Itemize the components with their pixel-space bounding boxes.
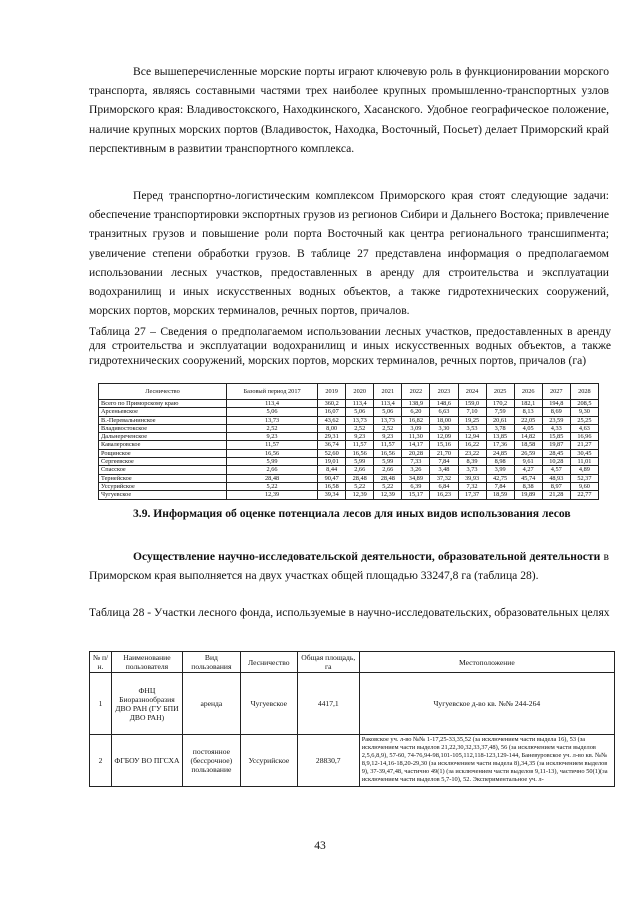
table-row bbox=[99, 416, 599, 424]
table-cell: 12,94 bbox=[458, 433, 486, 441]
table-cell: 21,27 bbox=[570, 441, 598, 449]
table-cell: ФГБОУ ВО ПГСХА bbox=[111, 735, 182, 787]
table-cell: 20,61 bbox=[486, 416, 514, 424]
header-cell: 2022 bbox=[402, 384, 430, 400]
table-cell: 3,26 bbox=[402, 466, 430, 474]
table-cell: 39,34 bbox=[318, 491, 346, 499]
header-cell: 2027 bbox=[542, 384, 570, 400]
table-cell: 18,58 bbox=[514, 441, 542, 449]
table-row bbox=[99, 424, 599, 432]
table-cell: 2,66 bbox=[346, 466, 374, 474]
table-cell: 148,6 bbox=[430, 400, 458, 408]
table-cell: 45,74 bbox=[514, 474, 542, 482]
table-cell: 11,01 bbox=[570, 458, 598, 466]
table-cell: 2,52 bbox=[346, 424, 374, 432]
table-cell: 194,8 bbox=[542, 400, 570, 408]
table-cell: 16,56 bbox=[374, 449, 402, 457]
table-cell: 17,37 bbox=[458, 491, 486, 499]
table-cell: 2,66 bbox=[227, 466, 318, 474]
table-cell: 9,30 bbox=[570, 408, 598, 416]
table-cell: 4,33 bbox=[542, 424, 570, 432]
table-cell: 16,23 bbox=[430, 491, 458, 499]
table-cell: 4417,1 bbox=[297, 673, 359, 735]
table-cell: 24,85 bbox=[486, 449, 514, 457]
table-cell: 14,82 bbox=[514, 433, 542, 441]
header-cell: 2028 bbox=[570, 384, 598, 400]
table-cell: 11,57 bbox=[374, 441, 402, 449]
row-label-cell: В.-Перевальнинское bbox=[99, 416, 227, 424]
table-cell: 8,38 bbox=[514, 482, 542, 490]
header-cell: Лесничество bbox=[240, 652, 297, 673]
table-cell: 42,75 bbox=[486, 474, 514, 482]
table-cell: 52,60 bbox=[318, 449, 346, 457]
table-cell: 5,22 bbox=[374, 482, 402, 490]
table-cell: 3,73 bbox=[458, 466, 486, 474]
table-cell: 5,99 bbox=[227, 458, 318, 466]
table-cell: 3,99 bbox=[486, 466, 514, 474]
table-row bbox=[99, 482, 599, 490]
table-cell: 13,85 bbox=[486, 433, 514, 441]
table-cell: 2 bbox=[90, 735, 112, 787]
table-row bbox=[99, 408, 599, 416]
header-cell: 2024 bbox=[458, 384, 486, 400]
table-cell: 6,84 bbox=[430, 482, 458, 490]
table-cell: 25,25 bbox=[570, 416, 598, 424]
table-cell: 26,59 bbox=[514, 449, 542, 457]
table-cell: 16,82 bbox=[402, 416, 430, 424]
paragraph-logistics-tasks: Перед транспортно-логистическим комплексом Приморского края стоят следующие задачи: обеспечение транспортировки экспортных грузов из регионов Сибири и Дальнего Востока; привлечение транзитных грузов и повышение роли порта Восточный как центра регионального трансшипмента; увеличение степени обработки грузов. В таблице 27 представлена информация о предполагаемом использовании лесных участков, предоставленных в аренду для строительства и эксплуатации водохранилищ и иных искусственных водных объектов, а также гидротехнических сооружений, морских портов, морских терминалов, речных портов, причалов. bbox=[89, 189, 609, 318]
table-cell: 4,57 bbox=[542, 466, 570, 474]
table-28-caption: Таблица 28 - Участки лесного фонда, используемые в научно-исследовательских, образовательных целях bbox=[89, 606, 610, 619]
table-cell: 19,89 bbox=[514, 491, 542, 499]
table-cell: 8,98 bbox=[486, 458, 514, 466]
table-cell: 13,73 bbox=[346, 416, 374, 424]
table-cell: 8,13 bbox=[514, 408, 542, 416]
table-cell: 2,52 bbox=[374, 424, 402, 432]
row-label-cell: Чугуевское bbox=[99, 491, 227, 499]
table-cell: 14,17 bbox=[402, 441, 430, 449]
paragraph-research-bold: Осуществление научно-исследовательской деятельности, образовательной деятельности bbox=[133, 550, 601, 563]
table-cell: 7,84 bbox=[430, 458, 458, 466]
header-cell: 2023 bbox=[430, 384, 458, 400]
header-cell: Лесничество bbox=[99, 384, 227, 400]
table-cell: 19,87 bbox=[542, 441, 570, 449]
table-cell: 5,22 bbox=[227, 482, 318, 490]
table-28 bbox=[89, 651, 615, 787]
table-cell: 6,20 bbox=[402, 408, 430, 416]
table-cell: 19,01 bbox=[318, 458, 346, 466]
table-cell: 6,63 bbox=[430, 408, 458, 416]
table-cell: 5,06 bbox=[374, 408, 402, 416]
table-cell: 18,59 bbox=[486, 491, 514, 499]
table-cell: 7,33 bbox=[402, 458, 430, 466]
table-cell: 8,44 bbox=[318, 466, 346, 474]
table-cell: постоянное (бессрочное) пользование bbox=[182, 735, 240, 787]
table-cell: 3,09 bbox=[402, 424, 430, 432]
table-header-row bbox=[90, 652, 615, 673]
header-cell: Общая площадь, га bbox=[297, 652, 359, 673]
table-cell: 20,28 bbox=[402, 449, 430, 457]
table-cell: 28,48 bbox=[374, 474, 402, 482]
table-cell: 5,99 bbox=[374, 458, 402, 466]
table-27 bbox=[98, 383, 599, 500]
table-cell: 9,23 bbox=[374, 433, 402, 441]
table-cell: 13,73 bbox=[227, 416, 318, 424]
table-cell: Раковское уч. л-во №№ 1-17,25-33,35,52 (за исключением части выдела 16), 53 (за исключением части выделов 21,22,30,32,33,37,48), 56 (за исключением части выделов 2,5,6,8,9), 57-60, 74-76,94-98,101-105,112,118-123,129-144, Баневуровское уч. л-во кв. №№ 8,9,12-14,16-18,20-29,30 (за исключением части выдела 8),34,35 (за исключением выделов 9), 37-39,47,48, частично 49(1) (за исключением части выделов 9,11-13), частично 50(1)(за исключением части выделов 5,7-10), 52. Экспериментальное уч. л- bbox=[359, 735, 614, 787]
table-cell: 7,10 bbox=[458, 408, 486, 416]
table-cell: 12,09 bbox=[430, 433, 458, 441]
table-cell: 11,30 bbox=[402, 433, 430, 441]
table-cell: 28,45 bbox=[542, 449, 570, 457]
table-cell: 9,60 bbox=[570, 482, 598, 490]
table-row bbox=[99, 458, 599, 466]
table-cell: 12,39 bbox=[346, 491, 374, 499]
page-number: 43 bbox=[314, 839, 326, 852]
table-cell: 5,99 bbox=[346, 458, 374, 466]
table-cell: 36,74 bbox=[318, 441, 346, 449]
table-cell: 18,00 bbox=[430, 416, 458, 424]
header-cell: 2025 bbox=[486, 384, 514, 400]
table-cell: 4,89 bbox=[570, 466, 598, 474]
table-cell: Чугуевское д-во кв. №№ 244-264 bbox=[359, 673, 614, 735]
row-label-cell: Уссурийское bbox=[99, 482, 227, 490]
table-header-row bbox=[99, 384, 599, 400]
table-cell: 9,61 bbox=[514, 458, 542, 466]
table-cell: 16,96 bbox=[570, 433, 598, 441]
table-cell: 23,59 bbox=[542, 416, 570, 424]
table-cell: 11,57 bbox=[227, 441, 318, 449]
table-cell: 16,56 bbox=[227, 449, 318, 457]
table-cell: 5,06 bbox=[227, 408, 318, 416]
table-cell: 360,2 bbox=[318, 400, 346, 408]
table-cell: 23,22 bbox=[458, 449, 486, 457]
table-cell: 113,4 bbox=[374, 400, 402, 408]
table-cell: 12,39 bbox=[227, 491, 318, 499]
table-cell: 17,36 bbox=[486, 441, 514, 449]
table-cell: 30,45 bbox=[570, 449, 598, 457]
table-cell: 21,70 bbox=[430, 449, 458, 457]
table-cell: 5,06 bbox=[346, 408, 374, 416]
row-label-cell: Дальнереченское bbox=[99, 433, 227, 441]
table-cell: 159,0 bbox=[458, 400, 486, 408]
table-cell: 11,57 bbox=[346, 441, 374, 449]
table-cell: 16,58 bbox=[318, 482, 346, 490]
header-cell: № п/н. bbox=[90, 652, 112, 673]
table-cell: 8,00 bbox=[318, 424, 346, 432]
table-cell: 12,39 bbox=[374, 491, 402, 499]
header-cell: Вид пользования bbox=[182, 652, 240, 673]
header-cell: 2020 bbox=[346, 384, 374, 400]
table-cell: 22,77 bbox=[570, 491, 598, 499]
table-cell: 16,22 bbox=[458, 441, 486, 449]
table-cell: 208,5 bbox=[570, 400, 598, 408]
header-cell: 2026 bbox=[514, 384, 542, 400]
table-cell: 8,39 bbox=[458, 458, 486, 466]
table-cell: 9,23 bbox=[227, 433, 318, 441]
table-cell: 6,39 bbox=[402, 482, 430, 490]
table-cell: 39,93 bbox=[458, 474, 486, 482]
table-cell: 15,17 bbox=[402, 491, 430, 499]
table-cell: 7,84 bbox=[486, 482, 514, 490]
section-title: 3.9. Информация об оценке потенциала лесов для иных видов использования лесов bbox=[133, 507, 571, 520]
table-cell: 19,25 bbox=[458, 416, 486, 424]
table-cell: 15,85 bbox=[542, 433, 570, 441]
table-cell: 3,48 bbox=[430, 466, 458, 474]
table-row bbox=[90, 735, 615, 787]
table-cell: 9,23 bbox=[346, 433, 374, 441]
table-cell: 29,31 bbox=[318, 433, 346, 441]
table-cell: 52,37 bbox=[570, 474, 598, 482]
table-row bbox=[99, 441, 599, 449]
table-cell: 7,59 bbox=[486, 408, 514, 416]
table-cell: 2,66 bbox=[374, 466, 402, 474]
table-cell: 113,4 bbox=[346, 400, 374, 408]
table-row bbox=[99, 433, 599, 441]
table-cell: 28,48 bbox=[346, 474, 374, 482]
table-cell: 5,22 bbox=[346, 482, 374, 490]
row-label-cell: Спасское bbox=[99, 466, 227, 474]
header-cell: Местоположение bbox=[359, 652, 614, 673]
header-cell: 2021 bbox=[374, 384, 402, 400]
paragraph-research bbox=[89, 547, 609, 585]
paragraph-research-rest: в Приморском края выполняется на двух участках общей площадью 33247,8 га (таблица 28). bbox=[89, 550, 609, 583]
table-cell: 7,32 bbox=[458, 482, 486, 490]
table-row bbox=[99, 466, 599, 474]
table-row bbox=[99, 491, 599, 499]
table-cell: 28,48 bbox=[227, 474, 318, 482]
table-cell: 3,78 bbox=[486, 424, 514, 432]
table-cell: ФНЦ Биоразнообразия ДВО РАН (ГУ БПИ ДВО РАН) bbox=[111, 673, 182, 735]
table-cell: аренда bbox=[182, 673, 240, 735]
table-cell: 8,69 bbox=[542, 408, 570, 416]
row-label-cell: Тернейское bbox=[99, 474, 227, 482]
table-row bbox=[99, 474, 599, 482]
table-cell: 15,16 bbox=[430, 441, 458, 449]
table-cell: 34,89 bbox=[402, 474, 430, 482]
table-cell: 3,53 bbox=[458, 424, 486, 432]
table-cell: 48,93 bbox=[542, 474, 570, 482]
table-27-caption: Таблица 27 – Сведения о предполагаемом использовании лесных участков, предоставленных в аренду для строительства и эксплуатации водохранилищ и иных искусственных водных объектов, а также гидротехнических сооружений, морских портов, морских терминалов, речных портов, причалов (га) bbox=[89, 325, 611, 367]
table-cell: Чугуевское bbox=[240, 673, 297, 735]
table-row bbox=[99, 449, 599, 457]
table-cell: 28830,7 bbox=[297, 735, 359, 787]
table-cell: 16,56 bbox=[346, 449, 374, 457]
row-label-cell: Кавалеровское bbox=[99, 441, 227, 449]
table-cell: 138,9 bbox=[402, 400, 430, 408]
row-label-cell: Арсеньевское bbox=[99, 408, 227, 416]
table-cell: 182,1 bbox=[514, 400, 542, 408]
table-cell: 37,32 bbox=[430, 474, 458, 482]
table-cell: 90,47 bbox=[318, 474, 346, 482]
table-cell: 43,62 bbox=[318, 416, 346, 424]
table-cell: 16,07 bbox=[318, 408, 346, 416]
table-cell: 8,97 bbox=[542, 482, 570, 490]
table-cell: 113,4 bbox=[227, 400, 318, 408]
paragraph-ports: Все вышеперечисленные морские порты играют ключевую роль в функционировании морского транспорта, являясь составными частями трех наиболее крупных промышленно-транспортных узлов Приморского края: Владивостокского, Находкинского, Хасанского. Удобное географическое положение, наличие крупных морских портов (Владивосток, Находка, Восточный, Посьет) делает Приморский край перспективным в развитии транспортного комплекса. bbox=[89, 65, 609, 155]
header-cell: Наименование пользователя bbox=[111, 652, 182, 673]
table-cell: 4,05 bbox=[514, 424, 542, 432]
row-label-cell: Владивостокское bbox=[99, 424, 227, 432]
table-cell: 13,73 bbox=[374, 416, 402, 424]
table-row bbox=[90, 673, 615, 735]
table-cell: 1 bbox=[90, 673, 112, 735]
row-label-cell: Сергеевское bbox=[99, 458, 227, 466]
table-cell: 170,2 bbox=[486, 400, 514, 408]
table-cell: 3,30 bbox=[430, 424, 458, 432]
table-cell: 4,27 bbox=[514, 466, 542, 474]
table-cell: 10,28 bbox=[542, 458, 570, 466]
table-cell: 4,63 bbox=[570, 424, 598, 432]
table-row bbox=[99, 400, 599, 408]
header-cell: Базовый период 2017 bbox=[227, 384, 318, 400]
table-cell: 2,52 bbox=[227, 424, 318, 432]
table-cell: 22,05 bbox=[514, 416, 542, 424]
table-cell: 21,28 bbox=[542, 491, 570, 499]
header-cell: 2019 bbox=[318, 384, 346, 400]
table-cell: Уссурийское bbox=[240, 735, 297, 787]
row-label-cell: Рощинское bbox=[99, 449, 227, 457]
row-label-cell: Всего по Приморскому краю bbox=[99, 400, 227, 408]
